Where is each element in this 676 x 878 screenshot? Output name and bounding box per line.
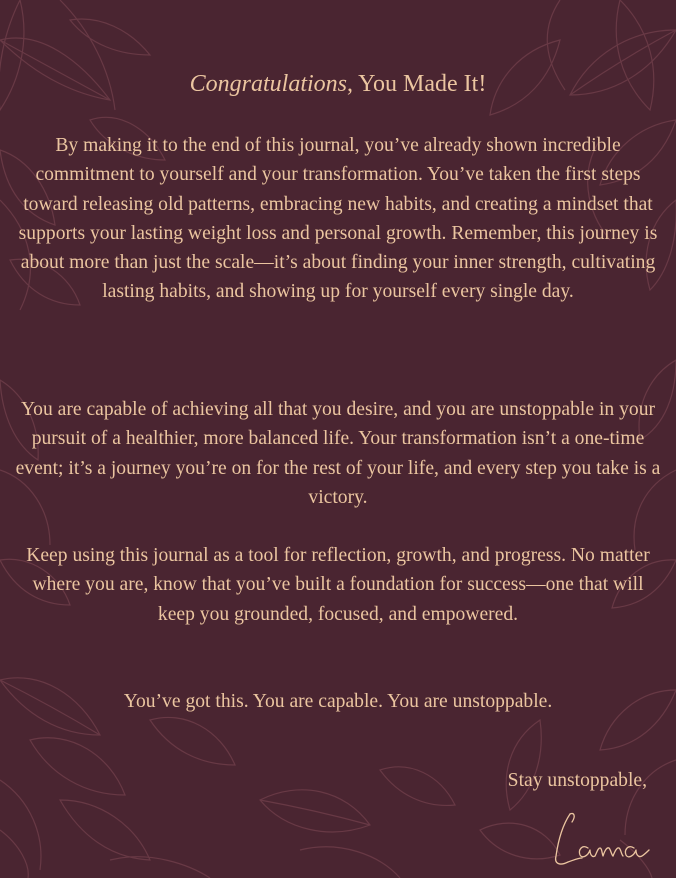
paragraph-4: You’ve got this. You are capable. You are unstoppable. xyxy=(123,691,553,712)
signoff: Stay unstoppable, xyxy=(507,770,647,791)
page-title xyxy=(0,67,676,101)
signature xyxy=(548,808,652,870)
paragraph-1: By making it to the end of this journal, you’ve already shown incredible commitment to yourself and your transformation. You’ve taken the first steps toward releasing old patterns, embracing new habits, and creating a mindset that supports your lasting weight loss and personal growth. Remember, this journey is about more than just the scale—it’s about finding your inner strength, cultivating lasting habits, and showing up for yourself every single day. xyxy=(18,135,658,303)
title-emphasis: Congratulations xyxy=(189,71,347,97)
paragraph-3: Keep using this journal as a tool for reflection, growth, and progress. No matter where you are, know that you’ve built a foundation for success—one that will keep you grounded, focused, and empowered. xyxy=(26,545,650,625)
paragraph-2: You are capable of achieving all that you desire, and you are unstoppable in your pursuit of a healthier, more balanced life. Your transformation isn’t a one-time event; it’s a journey you’re on for the rest of your life, and every step you take is a victory. xyxy=(15,399,661,508)
title-rest: , You Made It! xyxy=(347,71,487,97)
